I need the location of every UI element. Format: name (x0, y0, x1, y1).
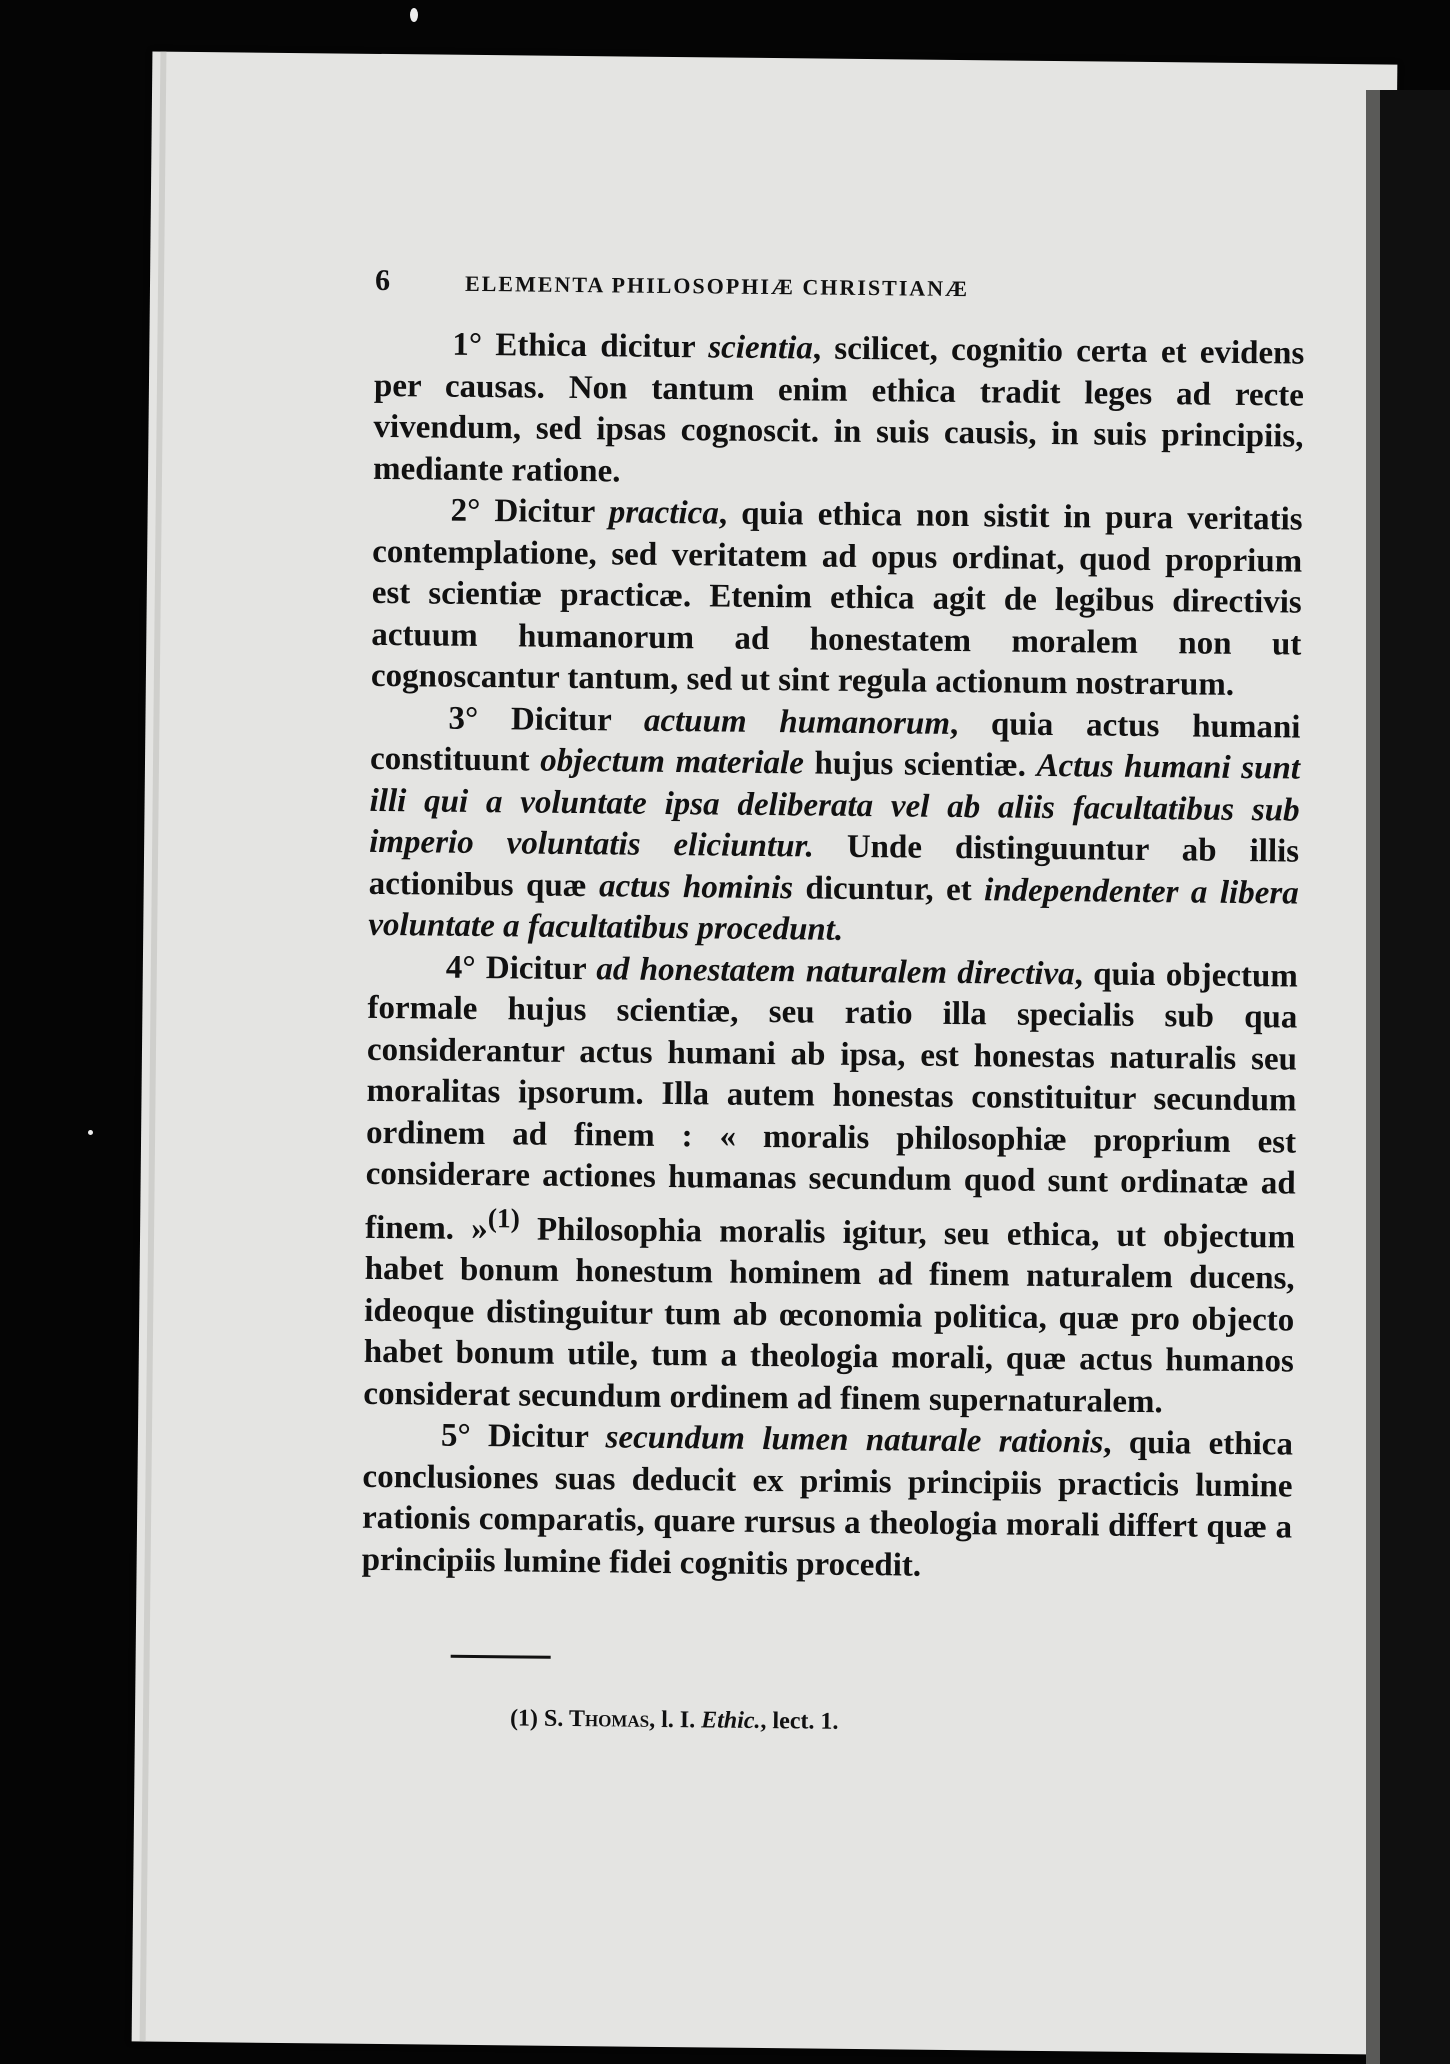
scan-speck (88, 1130, 93, 1135)
text-run: 2° Dicitur (450, 492, 610, 531)
body-text (361, 324, 1304, 1591)
footnote-marker[interactable]: (1) (487, 1201, 521, 1233)
text-run: hujus scientiæ. (803, 745, 1037, 784)
italic-term: actuum humanorum (643, 702, 951, 742)
italic-term: practica (608, 494, 719, 532)
text-run: , quia actus humani constituunt (369, 705, 1301, 779)
footnote-number: (1) (509, 1705, 539, 1732)
footnote-author: S. Thomas (543, 1705, 650, 1733)
italic-term: actus hominis (598, 867, 794, 906)
paragraph-4 (363, 946, 1298, 1424)
italic-definition: independenter a libera voluntate a facultatibus procedunt. (368, 871, 1299, 948)
text-run: , quia ethica non sistit in pura veritatis contemplatione, sed veritatem ad opus ordinat, quod proprium est scientiæ practicæ. Etenim ethica agit de legibus directivis actuum humanorum ad honestatem moralem non ut cognoscantur tantum, sed ut sint regula actionum nostrarum. (370, 495, 1303, 703)
italic-term: secundum lumen naturale rationis (605, 1419, 1104, 1461)
footnote-work: Ethic. (701, 1707, 761, 1734)
text-run: , scilicet, cognitio certa et evidens per causas. Non tantum enim ethica tradit leges ad recte vivendum, sed ipsas cognoscit. in suis causis, in suis principiis, mediante ratione. (372, 330, 1305, 489)
footnote-divider (451, 1655, 551, 1659)
text-run: 1° Ethica dicitur (452, 326, 709, 366)
italic-term: ad honestatem naturalem directiva (596, 950, 1075, 992)
italic-term: objectum materiale (540, 742, 805, 782)
footnote (510, 1705, 839, 1735)
italic-term: scientia (708, 329, 813, 367)
footnote-reference: , l. I. (649, 1706, 702, 1734)
running-title: ELEMENTA PHILOSOPHIÆ CHRISTIANÆ (464, 270, 970, 302)
page-edge (140, 52, 167, 2042)
text-run: 4° Dicitur (445, 949, 597, 987)
paragraph-2 (371, 490, 1303, 707)
text-run: , quia objectum formale hujus scientiæ, seu ratio illa specialis sub qua considerantur actus humani ab ipsa, est honestas naturalis seu moralitas ipsorum. Illa autem honestas constituitur secundum ordinem ad finem : « moralis philosophiæ proprium est considerare actiones humanas secundum quod sunt ordinatæ ad finem. » (364, 955, 1299, 1247)
book-page (132, 52, 1398, 2055)
text-run: 5° Dicitur (440, 1417, 606, 1456)
footnote-reference: , lect. 1. (760, 1707, 839, 1735)
page-header (375, 264, 1305, 308)
italic-definition: Actus humani sunt illi qui a voluntate ipsa deliberata vel ab aliis facultatibus sub imperio voluntatis eliciuntur. (369, 747, 1301, 865)
text-run: dicuntur, et (792, 869, 985, 908)
paragraph-1 (373, 324, 1305, 500)
text-run: 3° Dicitur (448, 700, 645, 739)
scan-speck (410, 8, 418, 22)
text-run: Unde distinguuntur ab illis actionibus quæ (368, 828, 1300, 904)
paragraph-3 (368, 697, 1301, 956)
scanner-border (1366, 90, 1450, 2064)
text-run: , quia ethica conclusiones suas deducit ex primis principiis practicis lumine rationis comparatis, quare rursus a theologia morali differt quæ a principiis lumine fidei cognitis procedit. (361, 1424, 1294, 1584)
paragraph-5 (361, 1415, 1293, 1591)
text-run: Philosophia moralis igitur, seu ethica, ut objectum habet bonum honestum hominem ad finem naturalem ducens, ideoque distinguitur tum ab œconomia politica, quæ pro objecto habet bonum utile, tum a theologia morali, quæ actus humanos considerat secundum ordinem ad finem supernaturalem. (363, 1210, 1296, 1420)
page-number: 6 (374, 263, 391, 298)
